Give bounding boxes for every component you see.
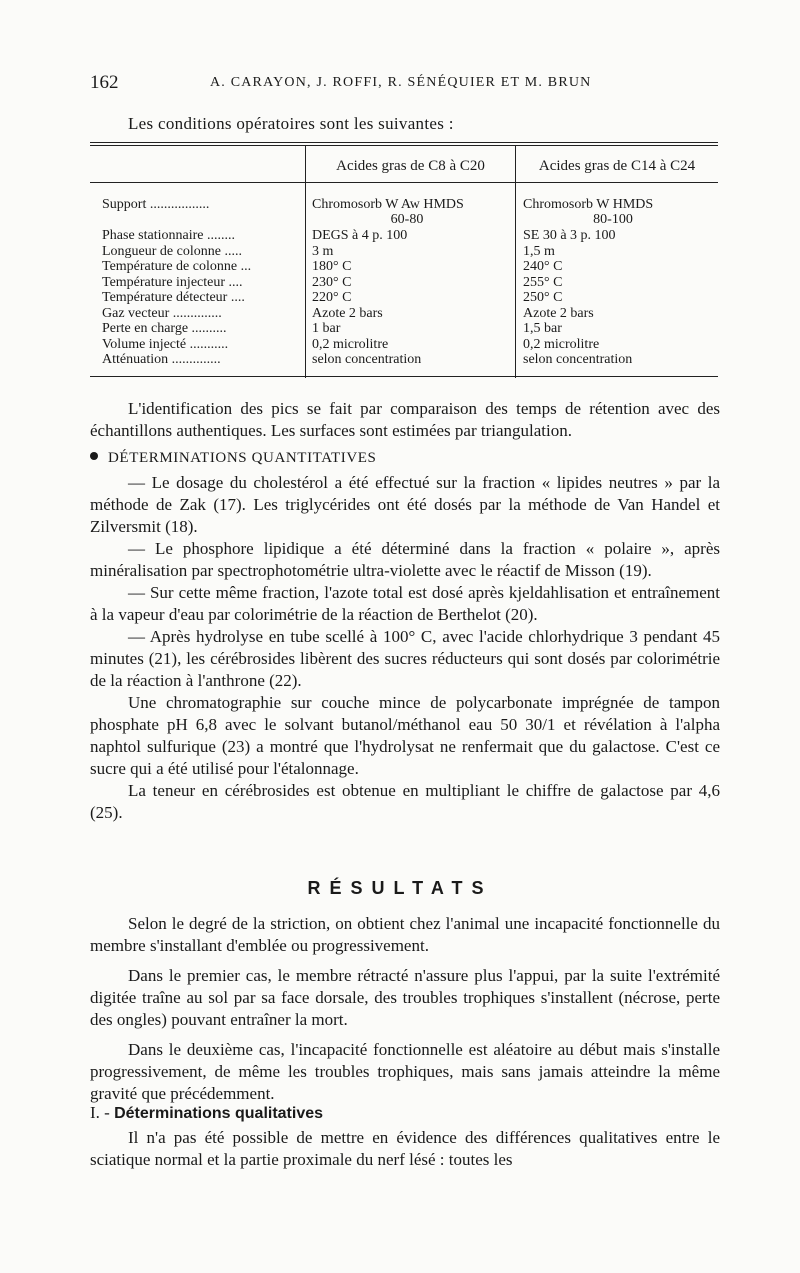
row-value-c1: DEGS à 4 p. 100 (312, 228, 408, 243)
paragraph: La teneur en cérébrosides est obtenue en multipliant le chiffre de galactose par 4,6 (25). (90, 781, 720, 822)
paragraph: Dans le premier cas, le membre rétracté n'assure plus l'appui, par la suite l'extrémité digitée traîne au sol par sa face dorsale, des troubles trophiques s'installent (nécrose, perte des ongles) pouvant entraîner la mort. (90, 966, 720, 1029)
row-label: Température de colonne ... (102, 259, 252, 274)
running-header (90, 72, 710, 96)
subheading-qualitatives (90, 1103, 323, 1123)
row-value-c1: 0,2 microlitre (312, 336, 389, 352)
row-value-c2: 1,5 bar (523, 321, 562, 336)
heading-determinations (90, 450, 377, 467)
paragraph: — Sur cette même fraction, l'azote total est dosé après kjeldahlisation et entraînement à la vapeur d'eau par colorimétrie de la réaction de Berthelot (20). (90, 583, 720, 624)
text-block-identification (90, 398, 720, 442)
row-value-c2: SE 30 à 3 p. 100 (523, 228, 616, 243)
heading-text: DÉTERMINATIONS QUANTITATIVES (108, 450, 377, 466)
row-value-c1: 60-80 (390, 212, 424, 227)
row-value-c1: Azote 2 bars (312, 305, 383, 321)
row-value-c1: selon concentration (312, 352, 422, 367)
row-value-c2: 250° C (523, 290, 563, 305)
paragraph: Il n'a pas été possible de mettre en évidence des différences qualitatives entre le sciatique normal et la partie proximale du nerf lésé : toutes les (90, 1128, 720, 1169)
row-value-c2: 240° C (523, 259, 563, 274)
row-label: Perte en charge .......... (102, 321, 227, 336)
table-top-rule-2 (90, 145, 718, 146)
table-bottom-rule (90, 376, 718, 377)
paragraph: — Le dosage du cholestérol a été effectué sur la fraction « lipides neutres » par la méthode de Zak (17). Les triglycérides ont été dosés par la méthode de Van Handel et Zilversmit (18). (90, 473, 720, 536)
page-number: 162 (90, 72, 119, 93)
text-block-methods (90, 472, 720, 824)
col-head-c8-c20: Acides gras de C8 à C20 (336, 158, 485, 174)
intro-line: Les conditions opératoires sont les suivantes : (128, 114, 454, 133)
row-value-c1: 1 bar (312, 321, 341, 336)
row-label: Support ................. (102, 197, 210, 212)
row-value-c2: Chromosorb W HMDS (523, 197, 654, 212)
row-value-c2: selon concentration (523, 352, 633, 367)
row-value-c1: Chromosorb W Aw HMDS (312, 197, 464, 212)
row-value-c2: 0,2 microlitre (523, 336, 600, 352)
paragraph: — Après hydrolyse en tube scellé à 100° C, avec l'acide chlorhydrique 3 pendant 45 minutes (21), les cérébrosides libèrent des sucres réducteurs qui sont dosés par colorimétrie de la réaction à l'anthrone (22). (90, 627, 720, 690)
row-value-c2: 80-100 (593, 212, 633, 227)
row-label: Longueur de colonne ..... (102, 243, 242, 259)
paragraph: Selon le degré de la striction, on obtient chez l'animal une incapacité fonctionnelle du membre s'installant d'emblée ou progressivement. (90, 914, 720, 955)
paragraph: L'identification des pics se fait par comparaison des temps de rétention avec des échantillons authentiques. Les surfaces sont estimées par triangulation. (90, 399, 720, 440)
subheading-number: I. - (90, 1103, 110, 1122)
row-label: Volume injecté ........... (102, 336, 229, 352)
paragraph: Dans le deuxième cas, l'incapacité fonctionnelle est aléatoire au début mais s'installe progressivement, de même les troubles trophiques, mais sans jamais atteindre la même gravité que précédemment. (90, 1040, 720, 1103)
row-label: Phase stationnaire ........ (102, 228, 235, 243)
running-head: A. CARAYON, J. ROFFI, R. SÉNÉQUIER ET M. BRUN (210, 75, 592, 90)
row-value-c1: 3 m (312, 243, 334, 259)
row-value-c2: Azote 2 bars (523, 305, 594, 321)
row-value-c2: 255° C (523, 274, 563, 290)
table-col-divider-1 (305, 146, 306, 378)
row-label: Gaz vecteur .............. (102, 305, 222, 321)
table-head-rule (90, 182, 718, 183)
row-label: Atténuation .............. (102, 352, 221, 367)
row-value-c2: 1,5 m (523, 243, 555, 259)
row-value-c1: 180° C (312, 259, 352, 274)
row-label: Température détecteur .... (102, 290, 245, 305)
paragraph: — Le phosphore lipidique a été déterminé dans la fraction « polaire », après minéralisation par spectrophotométrie ultra-violette avec le réactif de Misson (19). (90, 539, 720, 580)
section-title-resultats: RÉSULTATS (307, 878, 493, 898)
row-value-c1: 230° C (312, 274, 352, 290)
table-top-rule (90, 142, 718, 143)
row-label: Température injecteur .... (102, 274, 243, 290)
col-head-c14-c24: Acides gras de C14 à C24 (538, 158, 696, 174)
row-value-c1: 220° C (312, 290, 352, 305)
text-block-resultats (90, 913, 720, 1105)
table-col-divider-2 (515, 146, 516, 378)
conditions-table (90, 140, 718, 380)
paragraph: Une chromatographie sur couche mince de polycarbonate imprégnée de tampon phosphate pH 6,8 avec le solvant butanol/méthanol eau 50 30/1 et révélation à l'alpha naphtol sulfurique (23) a montré que l'hydrolysat ne renfermait que du galactose. C'est ce sucre qui a été utilisé pour l'étalonnage. (90, 693, 720, 778)
text-block-last (90, 1127, 720, 1171)
subheading-title: Déterminations qualitatives (114, 1105, 324, 1122)
bullet-icon (90, 452, 98, 460)
